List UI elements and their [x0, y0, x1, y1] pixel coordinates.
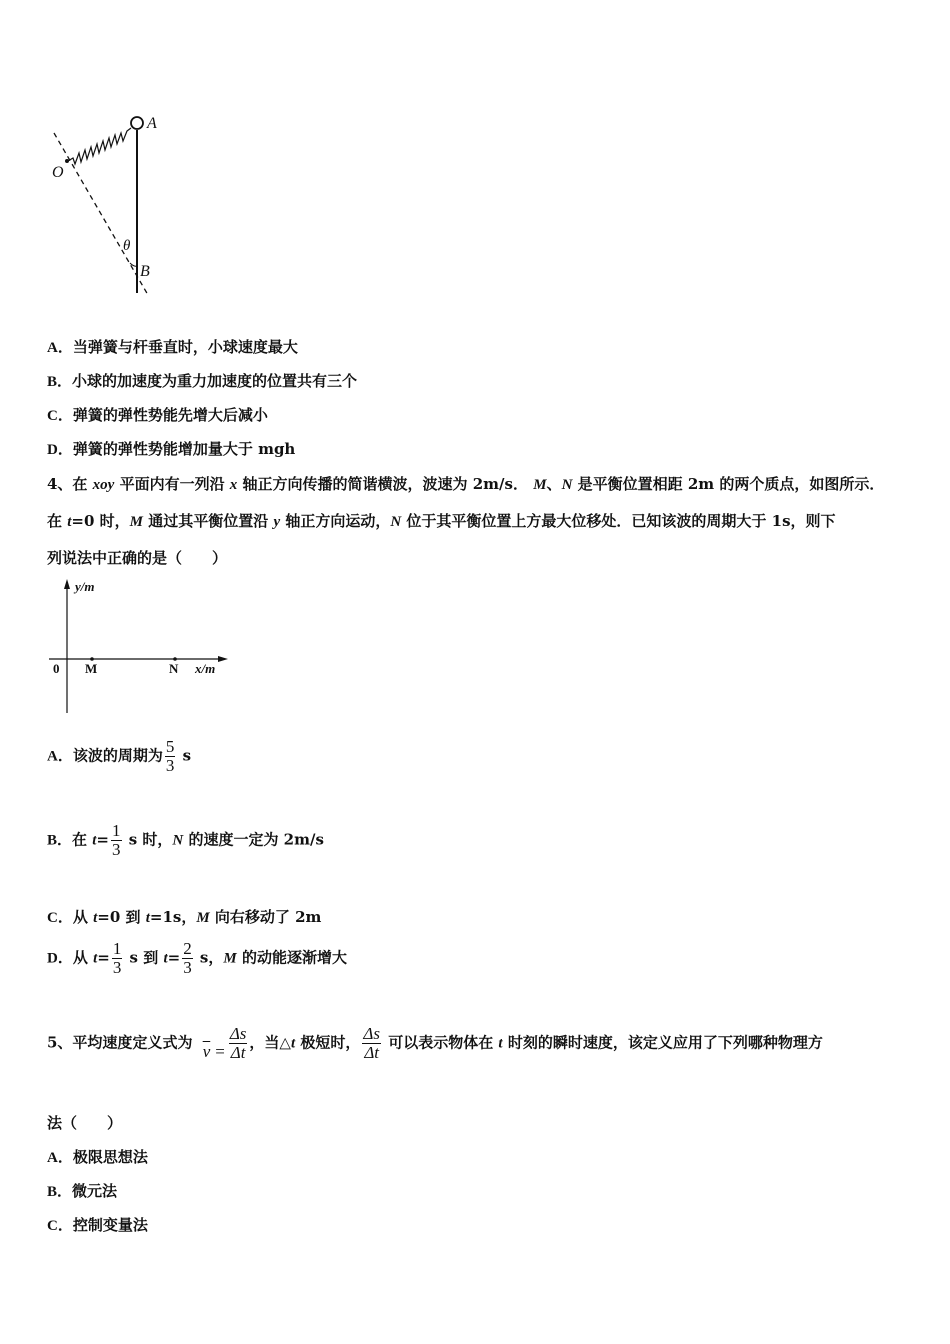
q5-stem-line2: 法（ ） — [47, 1114, 123, 1132]
origin-label: 0 — [53, 661, 60, 676]
label-theta: θ — [123, 238, 131, 254]
q5-option-a: A．极限思想法 — [47, 1148, 148, 1166]
spring — [68, 128, 131, 164]
point-M-label: M — [85, 661, 98, 676]
q5-stem-line1: 5、平均速度定义式为 $\overline{v}$ = $\frac{\Delta s}{\Delta t}$ ，当△t 极短时， $\frac{\Delta s}{\Delta t}$ 可以表示物体在 t 时刻的瞬时速度，该定义应用了下列哪种物理方 — [47, 1024, 823, 1062]
y-axis-label: y/m — [75, 579, 95, 594]
instant-velocity-fraction: $\frac{\Delta s}{\Delta t}$ — [363, 1024, 380, 1062]
label-A: A — [147, 115, 157, 132]
y-axis-arrow — [64, 579, 70, 589]
label-O: O — [52, 164, 64, 181]
q4-option-a: A．该波的周期为 $\frac{5}{3}$ s — [47, 737, 192, 775]
ball-A — [131, 117, 143, 129]
time-fraction: $\frac{1}{3}$ — [112, 821, 121, 859]
q4-stem-line3: 列说法中正确的是（ ） — [47, 549, 228, 567]
wave-axes-figure — [44, 575, 229, 720]
label-B: B — [140, 263, 150, 280]
q4-stem-line2: 在 t=0 时，M 通过其平衡位置沿 y 轴正方向运动，N 位于其平衡位置上方最大位移处．已知该波的周期大于 1s，则下 — [47, 512, 836, 530]
q3-option-b: B．小球的加速度为重力加速度的位置共有三个 — [47, 372, 358, 390]
q4-stem-line1: 4、在 xoy 平面内有一列沿 x 轴正方向传播的简谐横波，波速为 2m/s． M、N 是平衡位置相距 2m 的两个质点，如图所示． — [47, 475, 885, 493]
q5-option-c: C．控制变量法 — [47, 1216, 148, 1234]
q3-option-a: A．当弹簧与杆垂直时，小球速度最大 — [47, 338, 298, 356]
q3-option-c: C．弹簧的弹性势能先增大后减小 — [47, 406, 268, 424]
spring-rod-figure — [40, 95, 180, 305]
q4-option-c: C．从 t=0 到 t=1s，M 向右移动了 2m — [47, 908, 322, 926]
time-fraction-start: $\frac{1}{3}$ — [112, 939, 122, 977]
time-fraction-end: $\frac{2}{3}$ — [183, 939, 192, 977]
period-fraction: $\frac{5}{3}$ — [165, 737, 175, 775]
q3-option-d: D．弹簧的弹性势能增加量大于 mgh — [47, 440, 296, 458]
x-axis-label: x/m — [195, 661, 216, 676]
q5-option-b: B．微元法 — [47, 1182, 118, 1200]
delta-s-over-delta-t: $\frac{\Delta s}{\Delta t}$ — [229, 1024, 247, 1062]
q4-option-d: D．从 t= $\frac{1}{3}$ s 到 t= $\frac{2}{3}$ s，M 的动能逐渐增大 — [47, 939, 347, 977]
point-O — [65, 159, 69, 163]
dashed-line — [54, 133, 148, 295]
q4-option-b: B．在 t= $\frac{1}{3}$ s 时，N 的速度一定为 2m/s — [47, 821, 324, 859]
point-N-label: N — [169, 661, 179, 676]
average-velocity-formula: $\overline{v}$ — [202, 1042, 211, 1062]
x-axis-arrow — [218, 656, 228, 662]
